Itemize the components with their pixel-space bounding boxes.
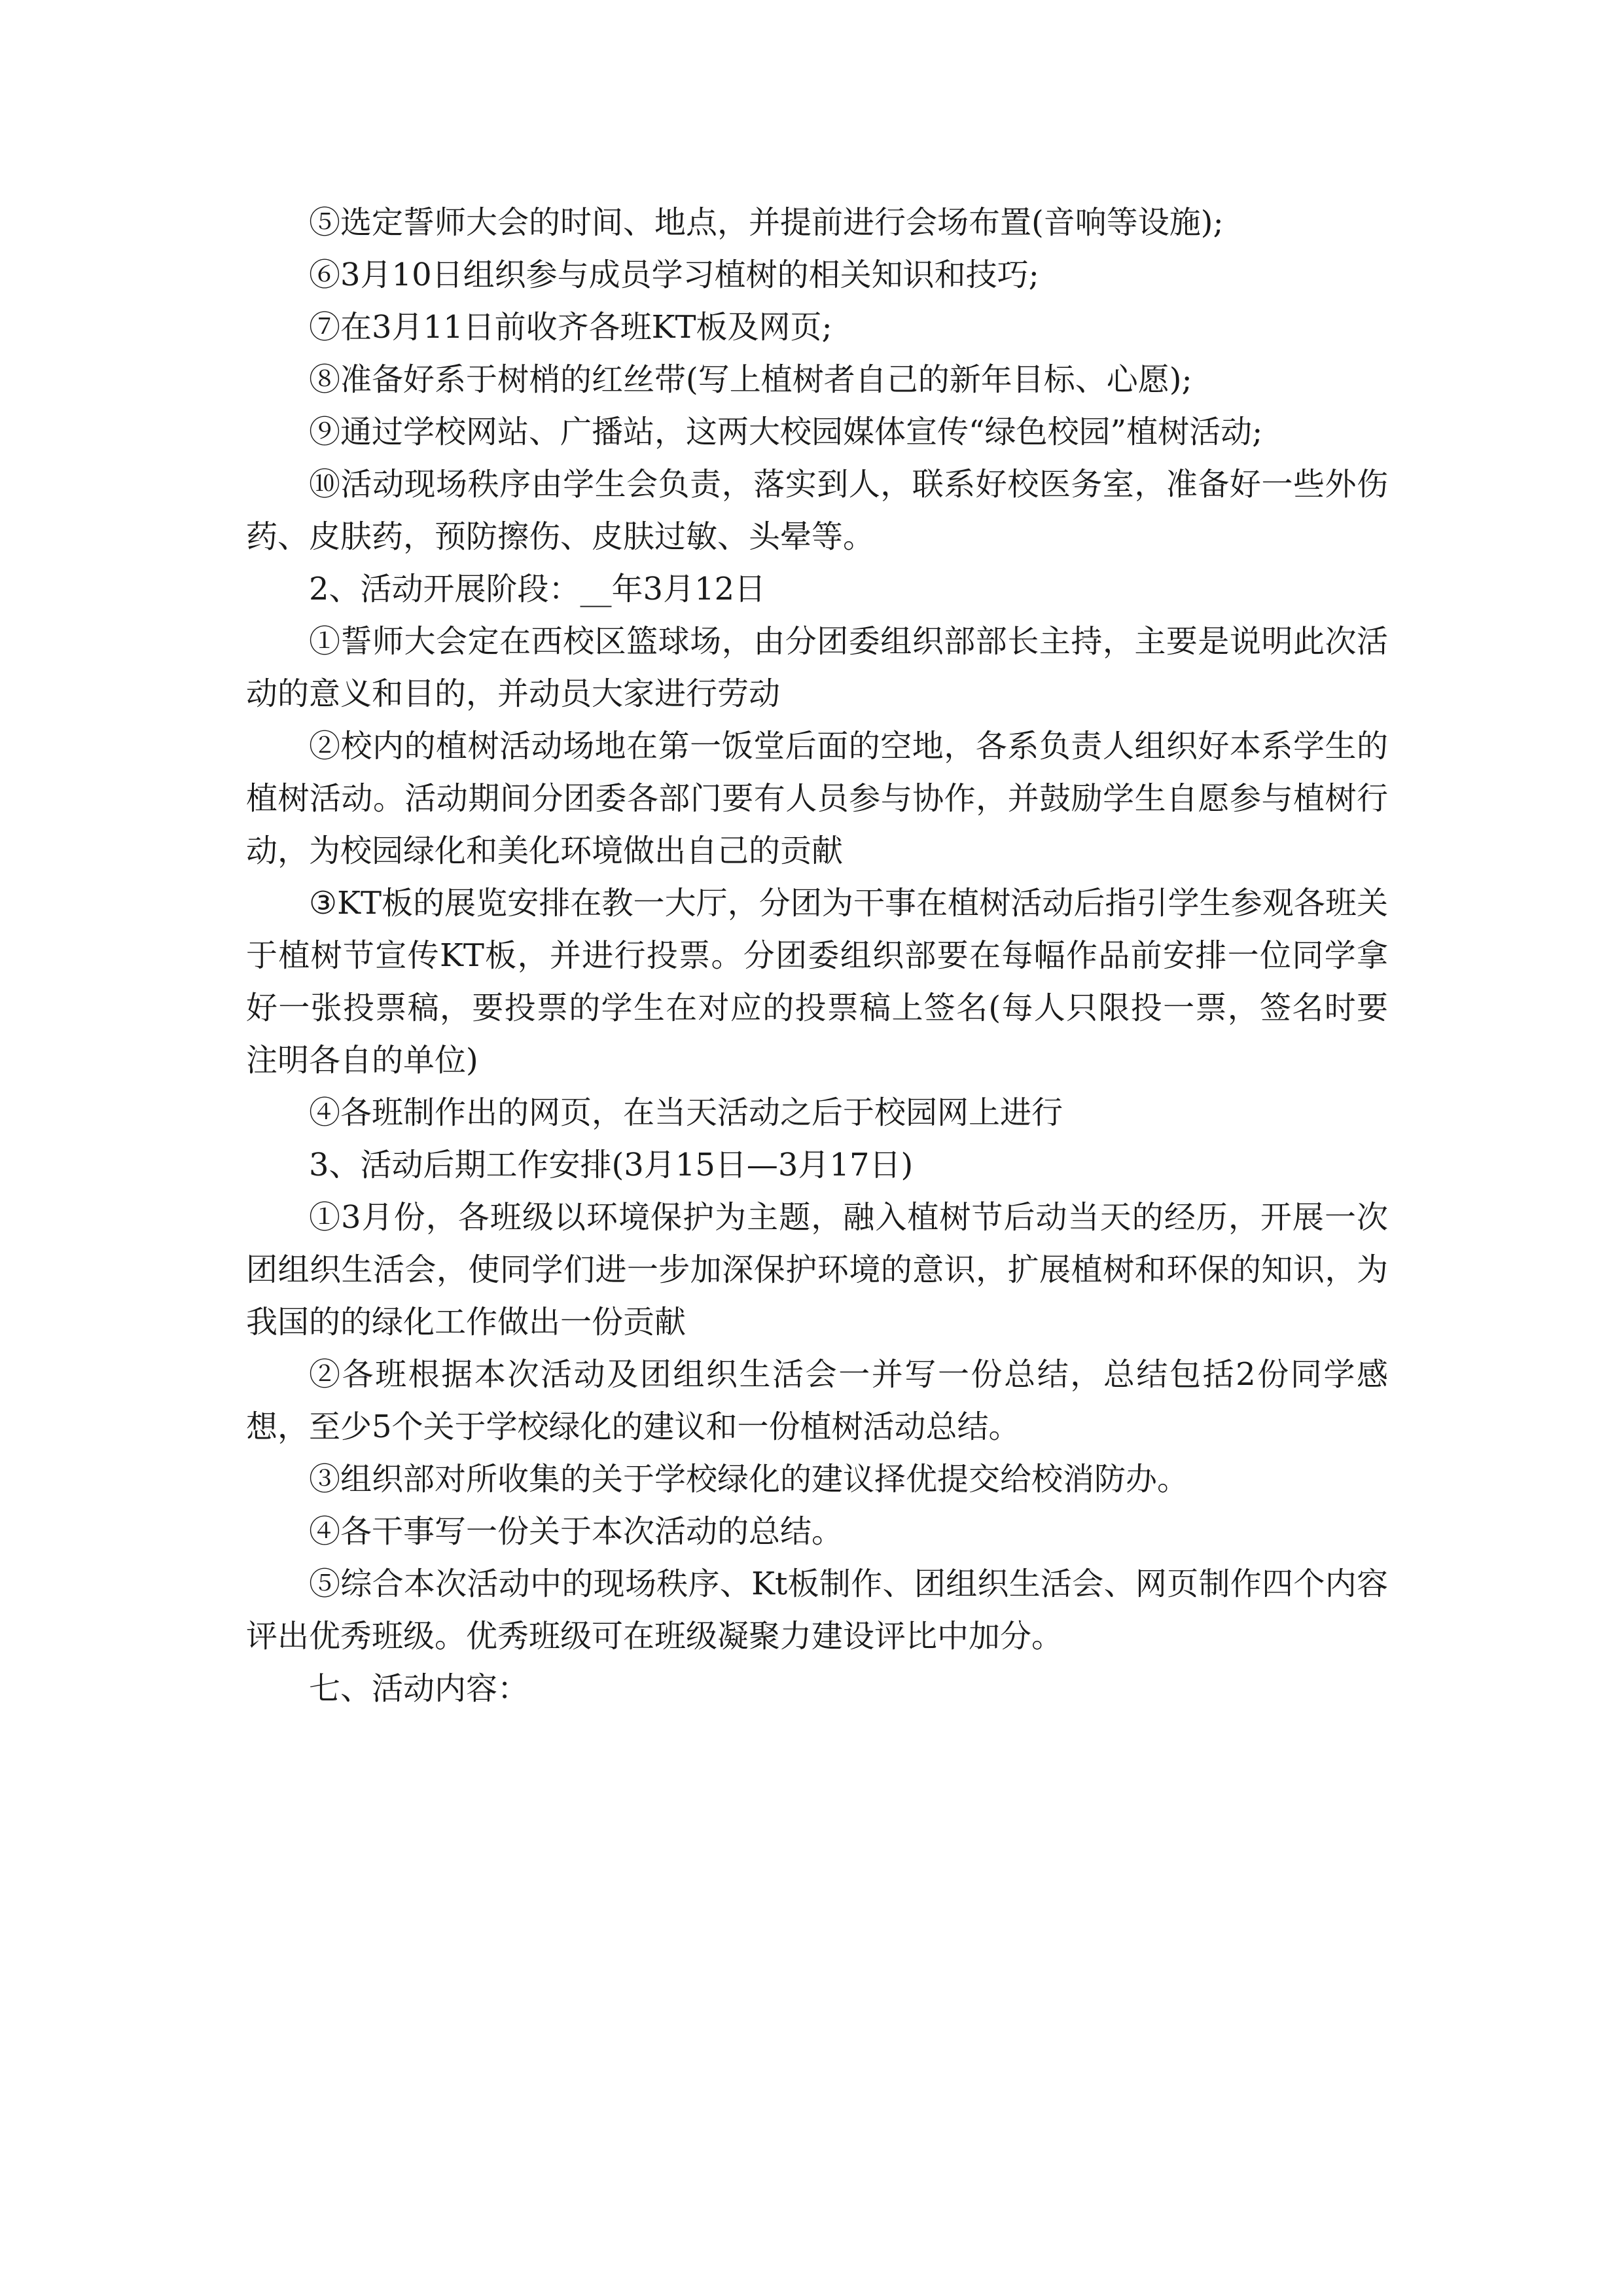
paragraph-stage3-item-1: ①3月份，各班级以环境保护为主题，融入植树节后动当天的经历，开展一次团组织生活会，使同学们进一步加深保护环境的意识，扩展植树和环保的知识，为我国的的绿化工作做出一份贡献: [246, 1199, 1388, 1340]
paragraph-stage2-item-1: ①誓师大会定在西校区篮球场，由分团委组织部部长主持，主要是说明此次活动的意义和目的，并动员大家进行劳动: [246, 623, 1388, 712]
paragraph-item-5: ⑤选定誓师大会的时间、地点，并提前进行会场布置(音响等设施);: [309, 204, 1224, 241]
paragraph-stage2-item-3: ③KT板的展览安排在教一大厅，分团为干事在植树活动后指引学生参观各班关于植树节宣传KT板，并进行投票。分团委组织部要在每幅作品前安排一位同学拿好一张投票稿，要投票的学生在对应的投票稿上签名(每人只限投一票，签名时要注明各自的单位): [246, 885, 1388, 1079]
paragraph-item-8: ⑧准备好系于树梢的红丝带(写上植树者自己的新年目标、心愿);: [309, 361, 1192, 398]
paragraph-item-6: ⑥3月10日组织参与成员学习植树的相关知识和技巧;: [309, 257, 1039, 293]
section-heading-activity-content: 七、活动内容：: [309, 1670, 529, 1707]
paragraph-item-10: ⑩活动现场秩序由学生会负责，落实到人，联系好校医务室，准备好一些外伤药、皮肤药，预防擦伤、皮肤过敏、头晕等。: [246, 466, 1388, 555]
paragraph-stage3-item-2: ②各班根据本次活动及团组织生活会一并写一份总结，总结包括2份同学感想，至少5个关于学校绿化的建议和一份植树活动总结。: [246, 1356, 1388, 1445]
paragraph-stage3-item-5: ⑤综合本次活动中的现场秩序、Kt板制作、团组织生活会、网页制作四个内容评出优秀班级。优秀班级可在班级凝聚力建设评比中加分。: [246, 1566, 1388, 1655]
section-heading-stage-2: 2、活动开展阶段：__年3月12日: [309, 571, 766, 607]
paragraph-item-9: ⑨通过学校网站、广播站，这两大校园媒体宣传“绿色校园”植树活动;: [309, 414, 1263, 450]
paragraph-stage2-item-4: ④各班制作出的网页，在当天活动之后于校园网上进行: [309, 1094, 1063, 1131]
document-body: [246, 196, 1388, 1715]
paragraph-stage3-item-4: ④各干事写一份关于本次活动的总结。: [309, 1513, 844, 1550]
paragraph-item-7: ⑦在3月11日前收齐各班KT板及网页;: [309, 309, 832, 346]
section-heading-stage-3: 3、活动后期工作安排(3月15日—3月17日): [309, 1147, 914, 1183]
paragraph-stage3-item-3: ③组织部对所收集的关于学校绿化的建议择优提交给校消防办。: [309, 1461, 1189, 1498]
paragraph-stage2-item-2: ②校内的植树活动场地在第一饭堂后面的空地，各系负责人组织好本系学生的植树活动。活动期间分团委各部门要有人员参与协作，并鼓励学生自愿参与植树行动，为校园绿化和美化环境做出自己的贡献: [246, 728, 1388, 869]
